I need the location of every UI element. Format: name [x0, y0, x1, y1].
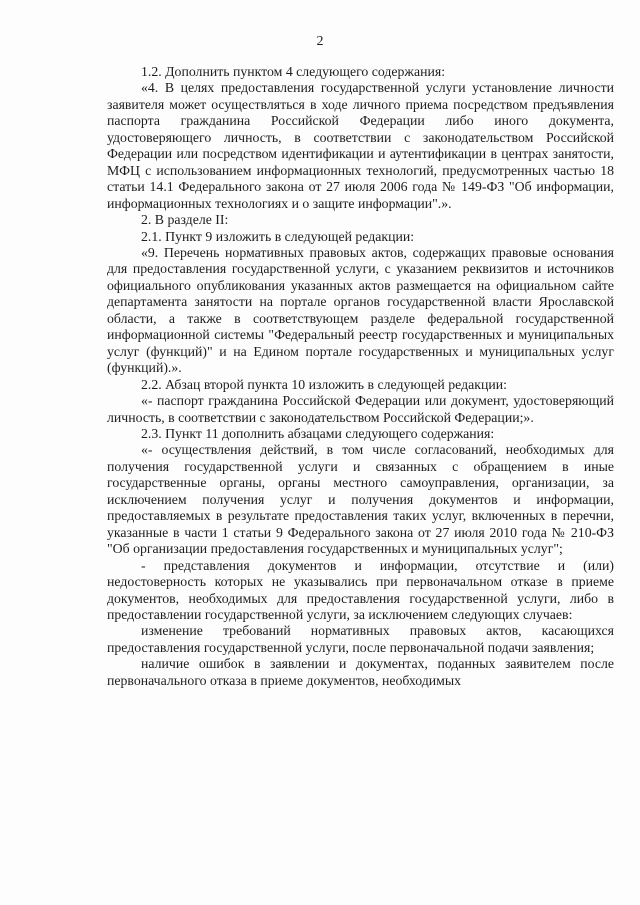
paragraph-2-3-heading: 2.3. Пункт 11 дополнить абзацами следующего содержания:: [141, 425, 495, 441]
paragraph-passport: «- паспорт гражданина Российской Федерации или документ, удостоверяющий личность, в соответствии с законодательством Российской Федерации;».: [107, 393, 614, 425]
paragraph-errors: наличие ошибок в заявлении и документах, поданных заявителем после первоначального отказа в приеме документов, необходимых: [107, 656, 614, 688]
paragraph-section-2-heading: 2. В разделе II:: [141, 212, 229, 228]
paragraph-point-9: «9. Перечень нормативных правовых актов, содержащих правовые основания для предоставления государственной услуги, с указанием реквизитов и источников официального опубликования указанных актов размещается на официальном сайте департамента занятости на портале органов государственной власти Ярославской области, а также в соответствующем разделе федеральной государственной информационной системы "Федеральный реестр государственных и муниципальных услуг (функций)" и на Едином портале государственных и муниципальных услуг (функций).».: [107, 244, 614, 376]
paragraph-2-2-heading: 2.2. Абзац второй пункта 10 изложить в следующей редакции:: [141, 376, 507, 392]
page-number: 2: [316, 34, 324, 49]
paragraph-requirements-change: изменение требований нормативных правовых актов, касающихся предоставления государственной услуги, после первоначальной подачи заявления;: [107, 623, 614, 655]
paragraph-documents: - представления документов и информации, отсутствие и (или) недостоверность которых не указывались при первоначальном отказе в приеме документов, необходимых для предоставления государственной услуги, либо в предоставлении государственной услуги, за исключением следующих случаев:: [107, 557, 614, 622]
paragraph-point-4: «4. В целях предоставления государственной услуги установление личности заявителя может осуществляться в ходе личного приема посредством предъявления паспорта гражданина Российской Федерации либо иного документа, удостоверяющего личность, в соответствии с законодательством Российской Федерации или посредством идентификации и аутентификации в центрах занятости, МФЦ с использованием информационных технологий, предусмотренных частью 18 статьи 14.1 Федерального закона от 27 июля 2006 года № 149-ФЗ "Об информации, информационных технологиях и о защите информации".».: [107, 80, 614, 211]
paragraph-2-1-heading: 2.1. Пункт 9 изложить в следующей редакции:: [141, 228, 415, 244]
paragraph-actions: «- осуществления действий, в том числе согласований, необходимых для получения государственной услуги и связанных с обращением в иные государственные органы, органы местного самоуправления, организации, за исключением получения услуг и получения документов и информации, предоставляемых в результате предоставления таких услуг, включенных в перечни, указанные в части 1 статьи 9 Федерального закона от 27 июля 2010 года № 210-ФЗ "Об организации предоставления государственных и муниципальных услуг";: [107, 442, 614, 557]
paragraph-1-2-heading: 1.2. Дополнить пунктом 4 следующего содержания:: [141, 64, 446, 79]
document-body: [107, 64, 614, 689]
